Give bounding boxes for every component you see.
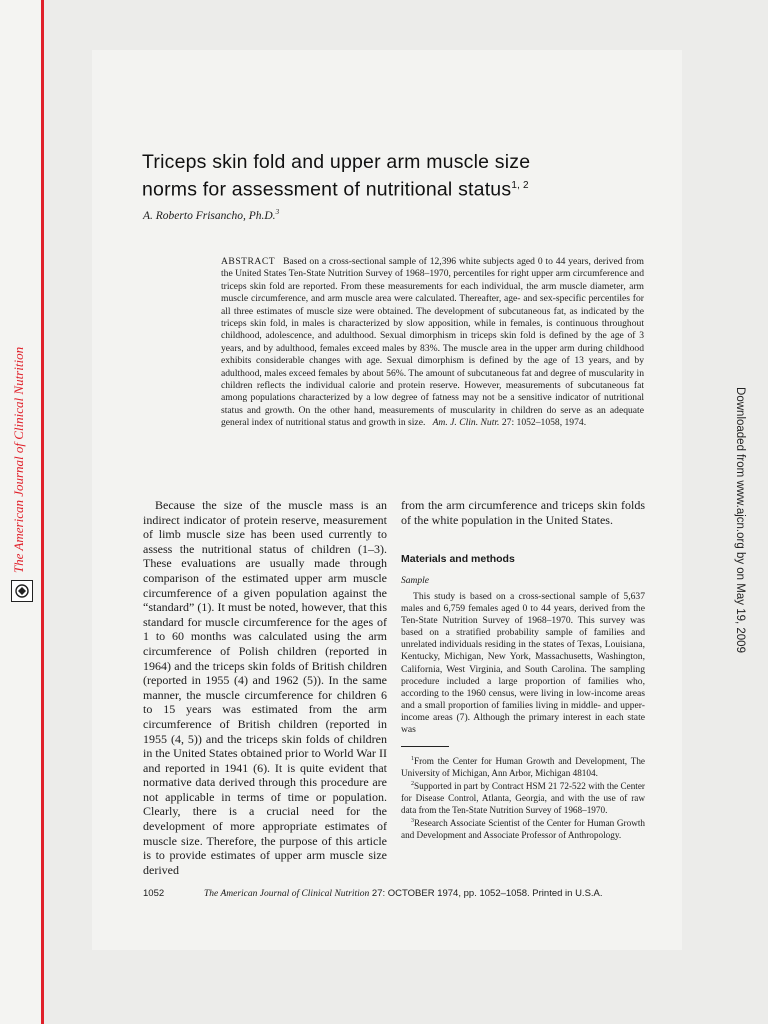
- footnote-1: [401, 754, 645, 779]
- seal-icon: [14, 583, 30, 599]
- margin-red-rule: [41, 0, 44, 1024]
- title-line-2: norms for assessment of nutritional status: [142, 178, 512, 201]
- footnotes: [401, 754, 645, 841]
- footnote-divider: [401, 746, 449, 747]
- journal-logo-icon: [11, 580, 33, 602]
- footnote-2-mark: 2: [411, 781, 414, 788]
- author-name: A. Roberto Frisancho, Ph.D.: [143, 209, 276, 222]
- author-line: [143, 208, 279, 222]
- author-footnote-mark: 3: [275, 208, 280, 216]
- journal-margin-title: The American Journal of Clinical Nutrition: [11, 346, 26, 574]
- page-number: 1052: [143, 888, 165, 899]
- abstract-citation: Am. J. Clin. Nutr.: [432, 417, 500, 429]
- abstract-citation-tail: 27: 1052–1058, 1974.: [501, 417, 587, 429]
- download-notice: Downloaded from www.ajcn.org by on May 19, 2009: [734, 387, 746, 653]
- footnote-3-text: Research Associate Scientist of the Center for Human Growth and Development and Associate Professor of Anthropology.: [401, 818, 645, 840]
- footnote-3-mark: 3: [411, 818, 414, 825]
- methods-heading: Materials and methods: [401, 553, 515, 565]
- footnote-1-text: From the Center for Human Growth and Development, The University of Michigan, Ann Arbor, Michigan 48104.: [401, 756, 645, 778]
- running-footer-tail: 27: OCTOBER 1974, pp. 1052–1058. Printed in U.S.A.: [371, 888, 603, 899]
- intro-left-column: Because the size of the muscle mass is an indirect indicator of protein reserve, measurement of limb muscle size has been used currently to assess the nutritional status of children (1–3). These evaluations are usually made through comparison of the estimated upper arm muscle circumference of a given population against the “standard” (1). It must be noted, however, that this standard for muscle circumference for the ages of 1 to 60 months was calculated using the arm circumference of Polish children (reported in 1964) and the triceps skin folds of British children (reported in 1955 (4) and 1962 (5)). In the same manner, the muscle circumference for children 6 to 15 years was estimated from the arm circumference of British children (reported in 1955 (4, 5)) and the triceps skin folds of children in the United States obtained prior to World War II and reported in 1941 (6). It is quite evident that normative data derived through this procedure are not applicable in terms of time or population. Clearly, there is a crucial need for the development of more appropriate estimates of muscle size. Therefore, the purpose of this article is to provide estimates of upper arm muscle size derived: [143, 498, 387, 877]
- abstract: [221, 256, 644, 430]
- sample-heading: Sample: [401, 576, 429, 586]
- running-footer: [204, 888, 603, 899]
- abstract-text: Based on a cross-sectional sample of 12,396 white subjects aged 0 to 44 years, derived from the United States Ten-State Nutrition Survey of 1968–1970, percentiles for right upper arm circumference and triceps skin fold are reported. From these measurements for each individual, the arm muscle diameter, arm muscle circumference, and arm muscle area were calculated. Thereafter, age- and sex-specific percentiles for all three estimates of muscle size were obtained. The development of subcutaneous fat, as indicated by the triceps skin fold, in males is characterized by slow apposition, while in females, is continuous throughout childhood, adolescence, and adulthood. Sexual dimorphism in triceps skin fold is defined by the age of 3 years, and by adulthood, females exceed males by 83%. The muscle area in the upper arm during childhood exhibits considerable changes with age. Sexual dimorphism is defined by the age of 13 years, and by adulthood, males exceed females by about 56%. The amount of subcutaneous fat and degree of muscularity in children reflects the individual calorie and protein reserve. However, measurements of subcutaneous fat among populations characterized by a low degree of fatness may not be a sensitive indicator of nutritional status and growth. On the other hand, measurements of muscularity in children do serve as an adequate general index of nutritional status and growth in size.: [221, 256, 645, 429]
- abstract-label: ABSTRACT: [221, 256, 276, 267]
- footnote-2-text: Supported in part by Contract HSM 21 72-522 with the Center for Disease Control, Atlanta, Georgia, and with the use of raw data from the Ten-State Nutrition Survey of 1968–1970.: [401, 781, 645, 815]
- running-journal-name: The American Journal of Clinical Nutrition: [204, 889, 370, 899]
- footnote-3: [401, 816, 645, 841]
- title-line-1: Triceps skin fold and upper arm muscle size: [142, 151, 531, 173]
- footnote-2: [401, 779, 645, 816]
- intro-right-column: from the arm circumference and triceps skin folds of the white population in the United States.: [401, 498, 645, 527]
- article-title: [142, 150, 642, 202]
- title-footnote-marks: 1, 2: [511, 180, 529, 191]
- sample-paragraph: This study is based on a cross-sectional sample of 5,637 males and 6,759 females aged 0 to 44 years, derived from the Ten-State Nutrition Survey of 1968–1970. This survey was based on a stratified probability sample of families and unrelated individuals residing in the states of Texas, Louisiana, Kentucky, Michigan, New York, Massachusetts, Washington, California, West Virginia, and South Carolina. The sampling procedure included a large proportion of families who, according to the 1960 census, were living in low-income areas and a small proportion of families living in middle- and upper-income areas (7). Although the primary interest in each state was: [401, 591, 645, 736]
- footnote-1-mark: 1: [411, 756, 414, 762]
